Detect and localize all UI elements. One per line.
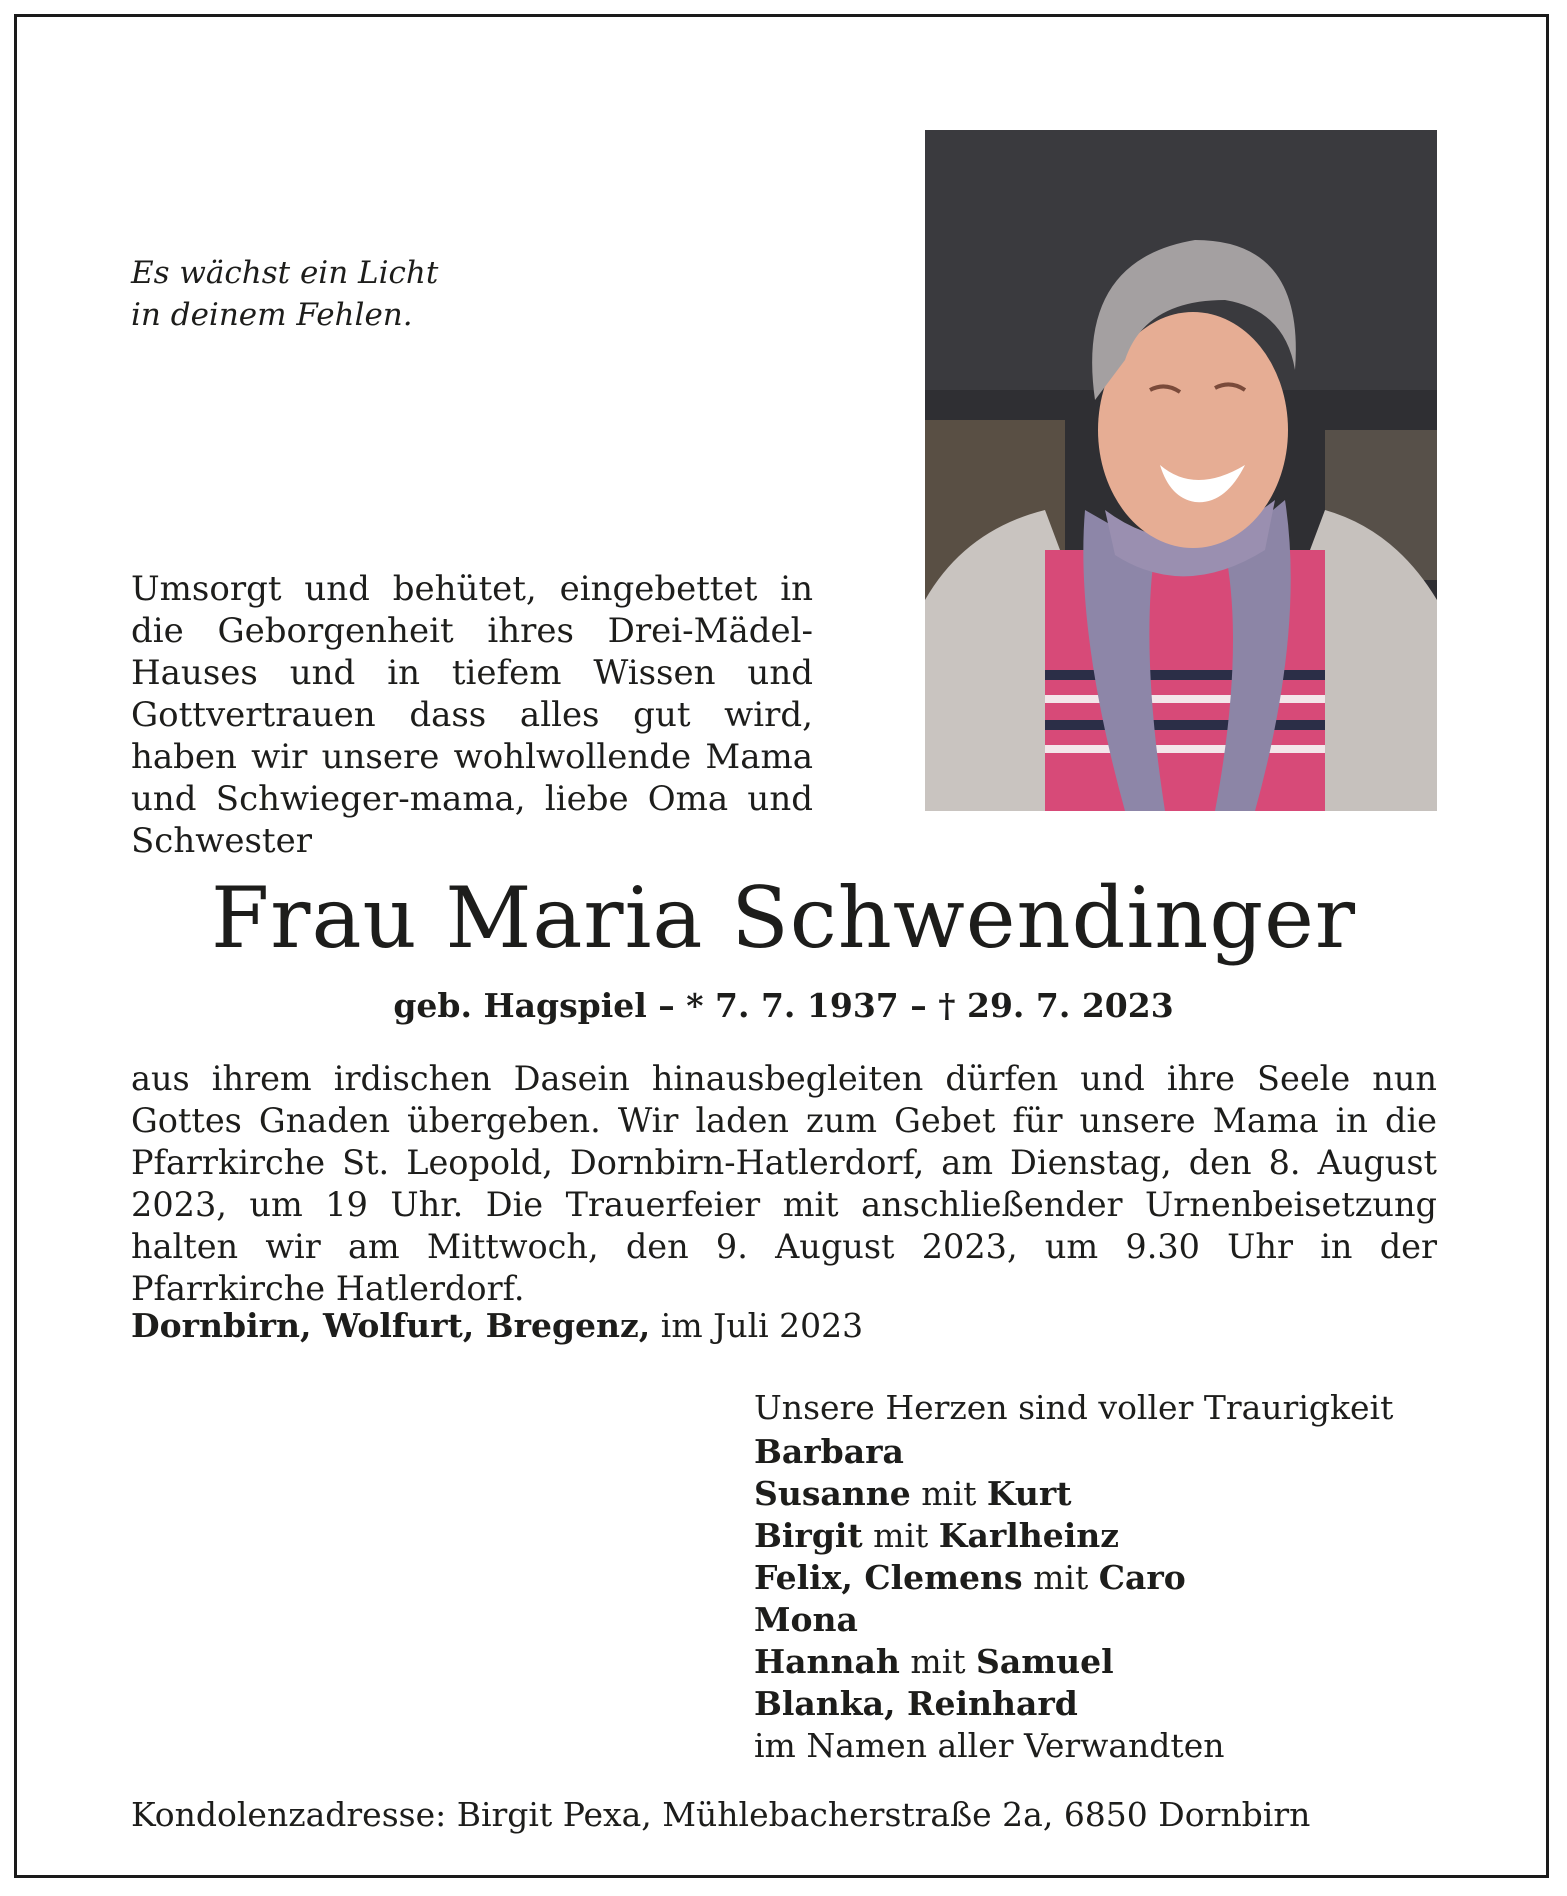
motto-line-2: in deinem Fehlen. <box>131 297 413 333</box>
condolence-address: Kondolenzadresse: Birgit Pexa, Mühlebacherstraße 2a, 6850 Dornbirn <box>131 1795 1311 1834</box>
intro-text: Umsorgt und behütet, eingebettet in die Geborgenheit ihres Drei-Mädel-Hauses und in tiefem Wissen und Gottvertrauen dass alles gut wird, haben wir unsere wohlwollende Mama und Schwieger-mama, liebe Oma und Schwester <box>131 569 813 861</box>
mourners-block <box>754 1387 1393 1767</box>
mourner-partner: Samuel <box>976 1642 1114 1681</box>
mourner-name: Birgit <box>754 1516 863 1555</box>
mourner-joiner: mit <box>873 1516 929 1555</box>
mourner-line <box>754 1473 1393 1515</box>
mourner-partner: Karlheinz <box>938 1516 1120 1555</box>
mourner-line <box>754 1599 1393 1641</box>
mourner-joiner: mit <box>1033 1558 1089 1597</box>
portrait-illustration <box>925 130 1437 811</box>
mourner-partner: Kurt <box>986 1474 1072 1513</box>
mourner-name: Barbara <box>754 1432 904 1471</box>
mourner-line <box>754 1431 1393 1473</box>
mourner-name: Felix, Clemens <box>754 1558 1023 1597</box>
birth-death-dates: geb. Hagspiel – * 7. 7. 1937 – † 29. 7. 2023 <box>393 986 1174 1025</box>
places-list: Dornbirn, Wolfurt, Bregenz, <box>131 1306 651 1345</box>
mourner-name: Mona <box>754 1600 858 1639</box>
mourner-line <box>754 1641 1393 1683</box>
place-date-line <box>131 1305 863 1347</box>
notice-date: im Juli 2023 <box>660 1306 864 1345</box>
motto-line-1: Es wächst ein Licht <box>131 255 439 291</box>
deceased-name: Frau Maria Schwendinger <box>211 869 1356 967</box>
mourner-line <box>754 1515 1393 1557</box>
mourner-name: Hannah <box>754 1642 900 1681</box>
mourners-lead: Unsere Herzen sind voller Traurigkeit <box>754 1388 1394 1427</box>
motto-quote <box>131 252 438 336</box>
mourner-name: Blanka, Reinhard <box>754 1684 1078 1723</box>
mourner-joiner: mit <box>921 1474 977 1513</box>
mourner-name: Susanne <box>754 1474 911 1513</box>
announcement-text: aus ihrem irdischen Dasein hinausbegleiten dürfen und ihre Seele nun Gottes Gnaden übergeben. Wir laden zum Gebet für unsere Mama in die Pfarrkirche St. Leopold, Dornbirn-Hatlerdorf, am Dienstag, den 8. August 2023, um 19 Uhr. Die Trauerfeier mit anschließender Urnenbeisetzung halten wir am Mittwoch, den 9. August 2023, um 9.30 Uhr in der Pfarrkirche Hatlerdorf. <box>131 1059 1437 1308</box>
mourner-line <box>754 1557 1393 1599</box>
portrait-photo-icon <box>925 130 1437 811</box>
mourner-partner: Caro <box>1098 1558 1186 1597</box>
mourners-closing: im Namen aller Verwandten <box>754 1726 1225 1765</box>
mourner-joiner: mit <box>910 1642 966 1681</box>
mourner-line <box>754 1683 1393 1725</box>
